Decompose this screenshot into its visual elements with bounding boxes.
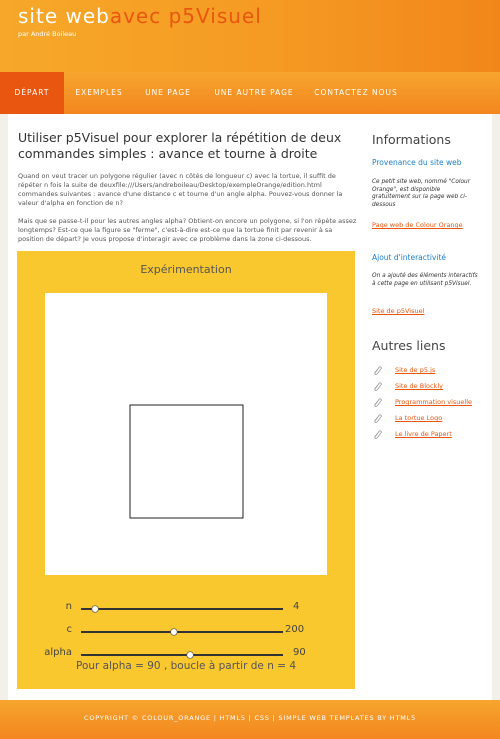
intro-paragraph-2: Mais que se passe-t-il pour les autres angles alpha? Obtient-on encore un polygone, si l'on répète assez longtemps? Est-ce que la figure se "ferme", c'est-à-dire est-ce que la tortue finit par revenir à sa position de départ? Je vous propose d'interagir avec ce problème dans la zone ci-dessous. xyxy=(18,217,357,243)
site-header xyxy=(0,0,500,72)
sidebar-link-programmation-visuelle[interactable]: Programmation visuelle xyxy=(395,398,473,406)
sidebar-provenance-text: Ce petit site web, nommé "Colour Orange", est disponible gratuitement sur la page web ci-dessous xyxy=(372,179,471,208)
slider-c-value: 200 xyxy=(285,624,305,635)
sidebar-interactivite-text: On a ajouté des éléments interactifs à cette page en utilisant p5Visuel. xyxy=(372,273,478,287)
sidebar-link-tortue-logo[interactable]: La tortue Logo xyxy=(395,414,443,422)
site-title-part2: avec p5Visuel xyxy=(109,4,262,28)
site-footer xyxy=(0,700,500,739)
sidebar-autres-liens-title: Autres liens xyxy=(372,338,446,353)
result-text: Pour alpha = 90 , boucle à partir de n = 4 xyxy=(75,660,297,672)
paperclip-icon xyxy=(372,397,382,407)
menu-item-depart[interactable]: DÉPART xyxy=(0,72,64,114)
footer-copyright: COPYRIGHT © COLOUR_ORANGE | HTML5 | CSS | SIMPLE WEB TEMPLATES BY HTML5 xyxy=(83,714,417,722)
sidebar-link-p5js[interactable]: Site de p5.js xyxy=(395,366,436,374)
slider-alpha-handle[interactable] xyxy=(187,652,194,659)
polygon-square xyxy=(130,405,243,518)
slider-n[interactable] xyxy=(81,602,283,616)
slider-alpha-value: 90 xyxy=(293,647,306,658)
site-slogan: par André Boileau xyxy=(18,30,77,38)
page-title: Utiliser p5Visuel pour explorer la répétition de deux commandes simples : avance et tourne à droite xyxy=(18,130,342,161)
drawing-canvas[interactable] xyxy=(45,293,327,575)
main-menu xyxy=(0,72,500,114)
paperclip-icon xyxy=(372,429,382,439)
intro-paragraph-1: Quand on veut tracer un polygone régulier (avec n côtés de longueur c) avec la tortue, il suffit de répéter n fois la suite de deuxfile:///Users/andreboileau/Desktop/exempleOrange/edition.html commandes suivantes : avance d'une distance c et tourne d'un angle alpha. Pouvez-vous donner la valeur d'alpha en fonction de n? xyxy=(18,172,343,207)
sidebar-link-p5visuel[interactable]: Site de p5Visuel xyxy=(372,307,425,315)
menu-item-une-page[interactable]: UNE PAGE xyxy=(145,88,191,97)
paperclip-icon xyxy=(372,365,382,375)
sidebar-provenance-title: Provenance du site web xyxy=(372,158,462,167)
paperclip-icon xyxy=(372,381,382,391)
turtle-drawing xyxy=(45,293,327,575)
content-column xyxy=(18,130,358,244)
site-title-part1: site web xyxy=(18,4,110,28)
experiment-panel xyxy=(17,251,355,689)
slider-n-handle[interactable] xyxy=(92,606,99,613)
sidebar-link-livre-papert[interactable]: Le livre de Papert xyxy=(395,430,452,438)
sidebar-informations-title: Informations xyxy=(372,132,451,147)
menu-item-exemples[interactable]: EXEMPLES xyxy=(75,88,123,97)
slider-alpha-label: alpha xyxy=(44,647,72,658)
site-logo-title[interactable] xyxy=(18,4,262,28)
sidebar-link-blockly[interactable]: Site de Blockly xyxy=(395,382,443,390)
slider-c-handle[interactable] xyxy=(171,629,178,636)
slider-n-value: 4 xyxy=(293,601,300,612)
main-area xyxy=(8,114,492,700)
experiment-title: Expérimentation xyxy=(140,263,232,276)
sidebar-interactivite-title: Ajout d'interactivité xyxy=(372,253,447,262)
menu-item-contactez-nous[interactable]: CONTACTEZ NOUS xyxy=(314,88,398,97)
paperclip-icon xyxy=(372,413,382,423)
slider-n-label: n xyxy=(65,601,72,612)
sidebar-link-colour-orange[interactable]: Page web de Colour Orange xyxy=(372,221,463,229)
slider-c-label: c xyxy=(66,624,72,635)
slider-c[interactable] xyxy=(81,625,283,639)
menu-item-une-autre-page[interactable]: UNE AUTRE PAGE xyxy=(214,88,294,97)
